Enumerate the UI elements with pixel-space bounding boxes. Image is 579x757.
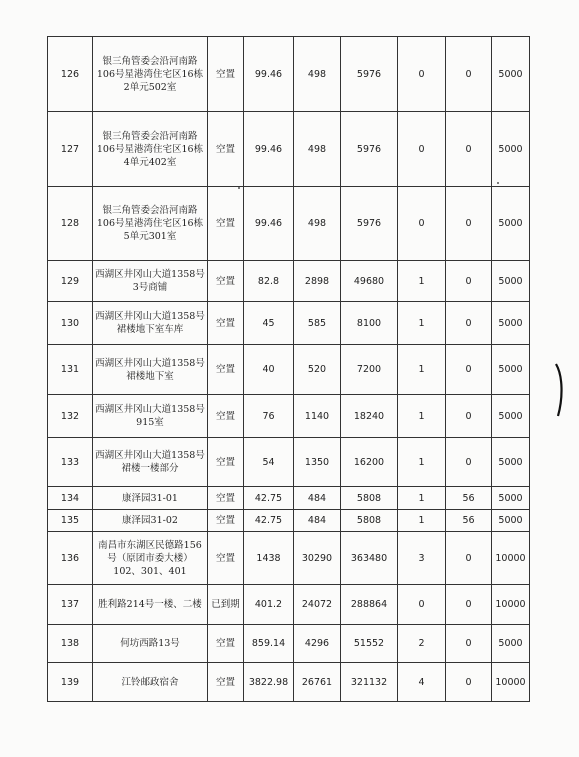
status-cell: 空置: [208, 438, 244, 487]
status-cell: 空置: [208, 37, 244, 112]
value-cell-6: 51552: [341, 625, 398, 663]
table-row: [48, 112, 530, 187]
address-cell: 江铃邮政宿舍: [93, 663, 208, 702]
address-cell: 何坊西路13号: [93, 625, 208, 663]
area-cell: 859.14: [244, 625, 294, 663]
value-cell-5: 24072: [294, 585, 341, 625]
value-cell-9: 5000: [492, 487, 530, 510]
value-cell-7: 0: [398, 37, 446, 112]
address-cell: 西湖区井冈山大道1358号裙楼一楼部分: [93, 438, 208, 487]
value-cell-6: 5808: [341, 487, 398, 510]
table-body: [48, 37, 530, 702]
row-number: 135: [48, 510, 93, 532]
area-cell: 42.75: [244, 487, 294, 510]
area-cell: 3822.98: [244, 663, 294, 702]
row-number: 128: [48, 187, 93, 261]
value-cell-6: 288864: [341, 585, 398, 625]
table-row: [48, 438, 530, 487]
scan-speck: [238, 187, 240, 189]
value-cell-5: 1140: [294, 395, 341, 438]
value-cell-5: 520: [294, 345, 341, 395]
value-cell-5: 4296: [294, 625, 341, 663]
value-cell-9: 5000: [492, 261, 530, 302]
value-cell-9: 10000: [492, 585, 530, 625]
address-cell: 银三角管委会沿河南路106号星港湾住宅区16栋4单元402室: [93, 112, 208, 187]
value-cell-8: 0: [446, 585, 492, 625]
value-cell-6: 5976: [341, 37, 398, 112]
address-cell: 康泽园31-02: [93, 510, 208, 532]
value-cell-9: 10000: [492, 663, 530, 702]
row-number: 138: [48, 625, 93, 663]
area-cell: 99.46: [244, 187, 294, 261]
value-cell-6: 16200: [341, 438, 398, 487]
status-cell: 空置: [208, 261, 244, 302]
value-cell-5: 585: [294, 302, 341, 345]
value-cell-9: 5000: [492, 395, 530, 438]
value-cell-9: 5000: [492, 438, 530, 487]
area-cell: 401.2: [244, 585, 294, 625]
address-cell: 西湖区井冈山大道1358号3号商铺: [93, 261, 208, 302]
row-number: 131: [48, 345, 93, 395]
value-cell-7: 1: [398, 395, 446, 438]
status-cell: 空置: [208, 510, 244, 532]
value-cell-9: 5000: [492, 37, 530, 112]
address-cell: 胜利路214号一楼、二楼: [93, 585, 208, 625]
value-cell-7: 1: [398, 345, 446, 395]
property-table: [47, 36, 530, 702]
value-cell-8: 0: [446, 663, 492, 702]
table-row: [48, 302, 530, 345]
value-cell-6: 49680: [341, 261, 398, 302]
value-cell-9: 5000: [492, 187, 530, 261]
status-cell: 空置: [208, 395, 244, 438]
table-row: [48, 37, 530, 112]
value-cell-6: 5976: [341, 112, 398, 187]
table-row: [48, 487, 530, 510]
value-cell-6: 321132: [341, 663, 398, 702]
table-row: [48, 345, 530, 395]
value-cell-9: 5000: [492, 625, 530, 663]
address-cell: 银三角管委会沿河南路106号星港湾住宅区16栋5单元301室: [93, 187, 208, 261]
area-cell: 42.75: [244, 510, 294, 532]
row-number: 137: [48, 585, 93, 625]
value-cell-9: 5000: [492, 302, 530, 345]
row-number: 134: [48, 487, 93, 510]
value-cell-8: 0: [446, 438, 492, 487]
area-cell: 54: [244, 438, 294, 487]
table-row: [48, 395, 530, 438]
value-cell-9: 5000: [492, 112, 530, 187]
table-row: [48, 187, 530, 261]
value-cell-7: 1: [398, 487, 446, 510]
row-number: 133: [48, 438, 93, 487]
table-row: [48, 663, 530, 702]
status-cell: 空置: [208, 187, 244, 261]
value-cell-8: 0: [446, 345, 492, 395]
address-cell: 西湖区井冈山大道1358号裙楼地下室: [93, 345, 208, 395]
value-cell-5: 484: [294, 487, 341, 510]
area-cell: 76: [244, 395, 294, 438]
value-cell-5: 30290: [294, 532, 341, 585]
value-cell-8: 0: [446, 261, 492, 302]
table-row: [48, 532, 530, 585]
row-number: 139: [48, 663, 93, 702]
value-cell-7: 0: [398, 585, 446, 625]
value-cell-5: 498: [294, 112, 341, 187]
area-cell: 82.8: [244, 261, 294, 302]
value-cell-6: 5976: [341, 187, 398, 261]
address-cell: 南昌市东湖区民德路156号（原团市委大楼）102、301、401: [93, 532, 208, 585]
row-number: 132: [48, 395, 93, 438]
address-cell: 银三角管委会沿河南路106号星港湾住宅区16栋2单元502室: [93, 37, 208, 112]
table-row: [48, 585, 530, 625]
value-cell-8: 0: [446, 532, 492, 585]
row-number: 136: [48, 532, 93, 585]
value-cell-5: 1350: [294, 438, 341, 487]
value-cell-7: 1: [398, 302, 446, 345]
row-number: 129: [48, 261, 93, 302]
scan-speck: [497, 182, 499, 184]
value-cell-6: 363480: [341, 532, 398, 585]
area-cell: 1438: [244, 532, 294, 585]
status-cell: 空置: [208, 345, 244, 395]
value-cell-9: 5000: [492, 510, 530, 532]
value-cell-7: 4: [398, 663, 446, 702]
area-cell: 40: [244, 345, 294, 395]
status-cell: 空置: [208, 532, 244, 585]
table-row: [48, 625, 530, 663]
value-cell-7: 0: [398, 187, 446, 261]
value-cell-5: 2898: [294, 261, 341, 302]
area-cell: 45: [244, 302, 294, 345]
value-cell-5: 498: [294, 187, 341, 261]
value-cell-9: 5000: [492, 345, 530, 395]
value-cell-8: 56: [446, 510, 492, 532]
status-cell: 空置: [208, 663, 244, 702]
value-cell-7: 1: [398, 261, 446, 302]
table-row: [48, 510, 530, 532]
area-cell: 99.46: [244, 112, 294, 187]
value-cell-8: 0: [446, 112, 492, 187]
value-cell-5: 26761: [294, 663, 341, 702]
value-cell-5: 484: [294, 510, 341, 532]
value-cell-8: 0: [446, 302, 492, 345]
margin-stroke: [553, 362, 567, 418]
value-cell-7: 0: [398, 112, 446, 187]
value-cell-8: 0: [446, 37, 492, 112]
status-cell: 空置: [208, 625, 244, 663]
status-cell: 空置: [208, 112, 244, 187]
row-number: 127: [48, 112, 93, 187]
address-cell: 西湖区井冈山大道1358号裙楼地下室车库: [93, 302, 208, 345]
area-cell: 99.46: [244, 37, 294, 112]
value-cell-7: 3: [398, 532, 446, 585]
value-cell-8: 0: [446, 395, 492, 438]
value-cell-8: 0: [446, 187, 492, 261]
value-cell-6: 18240: [341, 395, 398, 438]
value-cell-6: 5808: [341, 510, 398, 532]
status-cell: 空置: [208, 487, 244, 510]
row-number: 130: [48, 302, 93, 345]
value-cell-6: 7200: [341, 345, 398, 395]
table-row: [48, 261, 530, 302]
value-cell-7: 2: [398, 625, 446, 663]
value-cell-5: 498: [294, 37, 341, 112]
value-cell-6: 8100: [341, 302, 398, 345]
address-cell: 西湖区井冈山大道1358号915室: [93, 395, 208, 438]
value-cell-7: 1: [398, 438, 446, 487]
status-cell: 已到期: [208, 585, 244, 625]
value-cell-9: 10000: [492, 532, 530, 585]
value-cell-7: 1: [398, 510, 446, 532]
value-cell-8: 56: [446, 487, 492, 510]
value-cell-8: 0: [446, 625, 492, 663]
status-cell: 空置: [208, 302, 244, 345]
address-cell: 康泽园31-01: [93, 487, 208, 510]
row-number: 126: [48, 37, 93, 112]
